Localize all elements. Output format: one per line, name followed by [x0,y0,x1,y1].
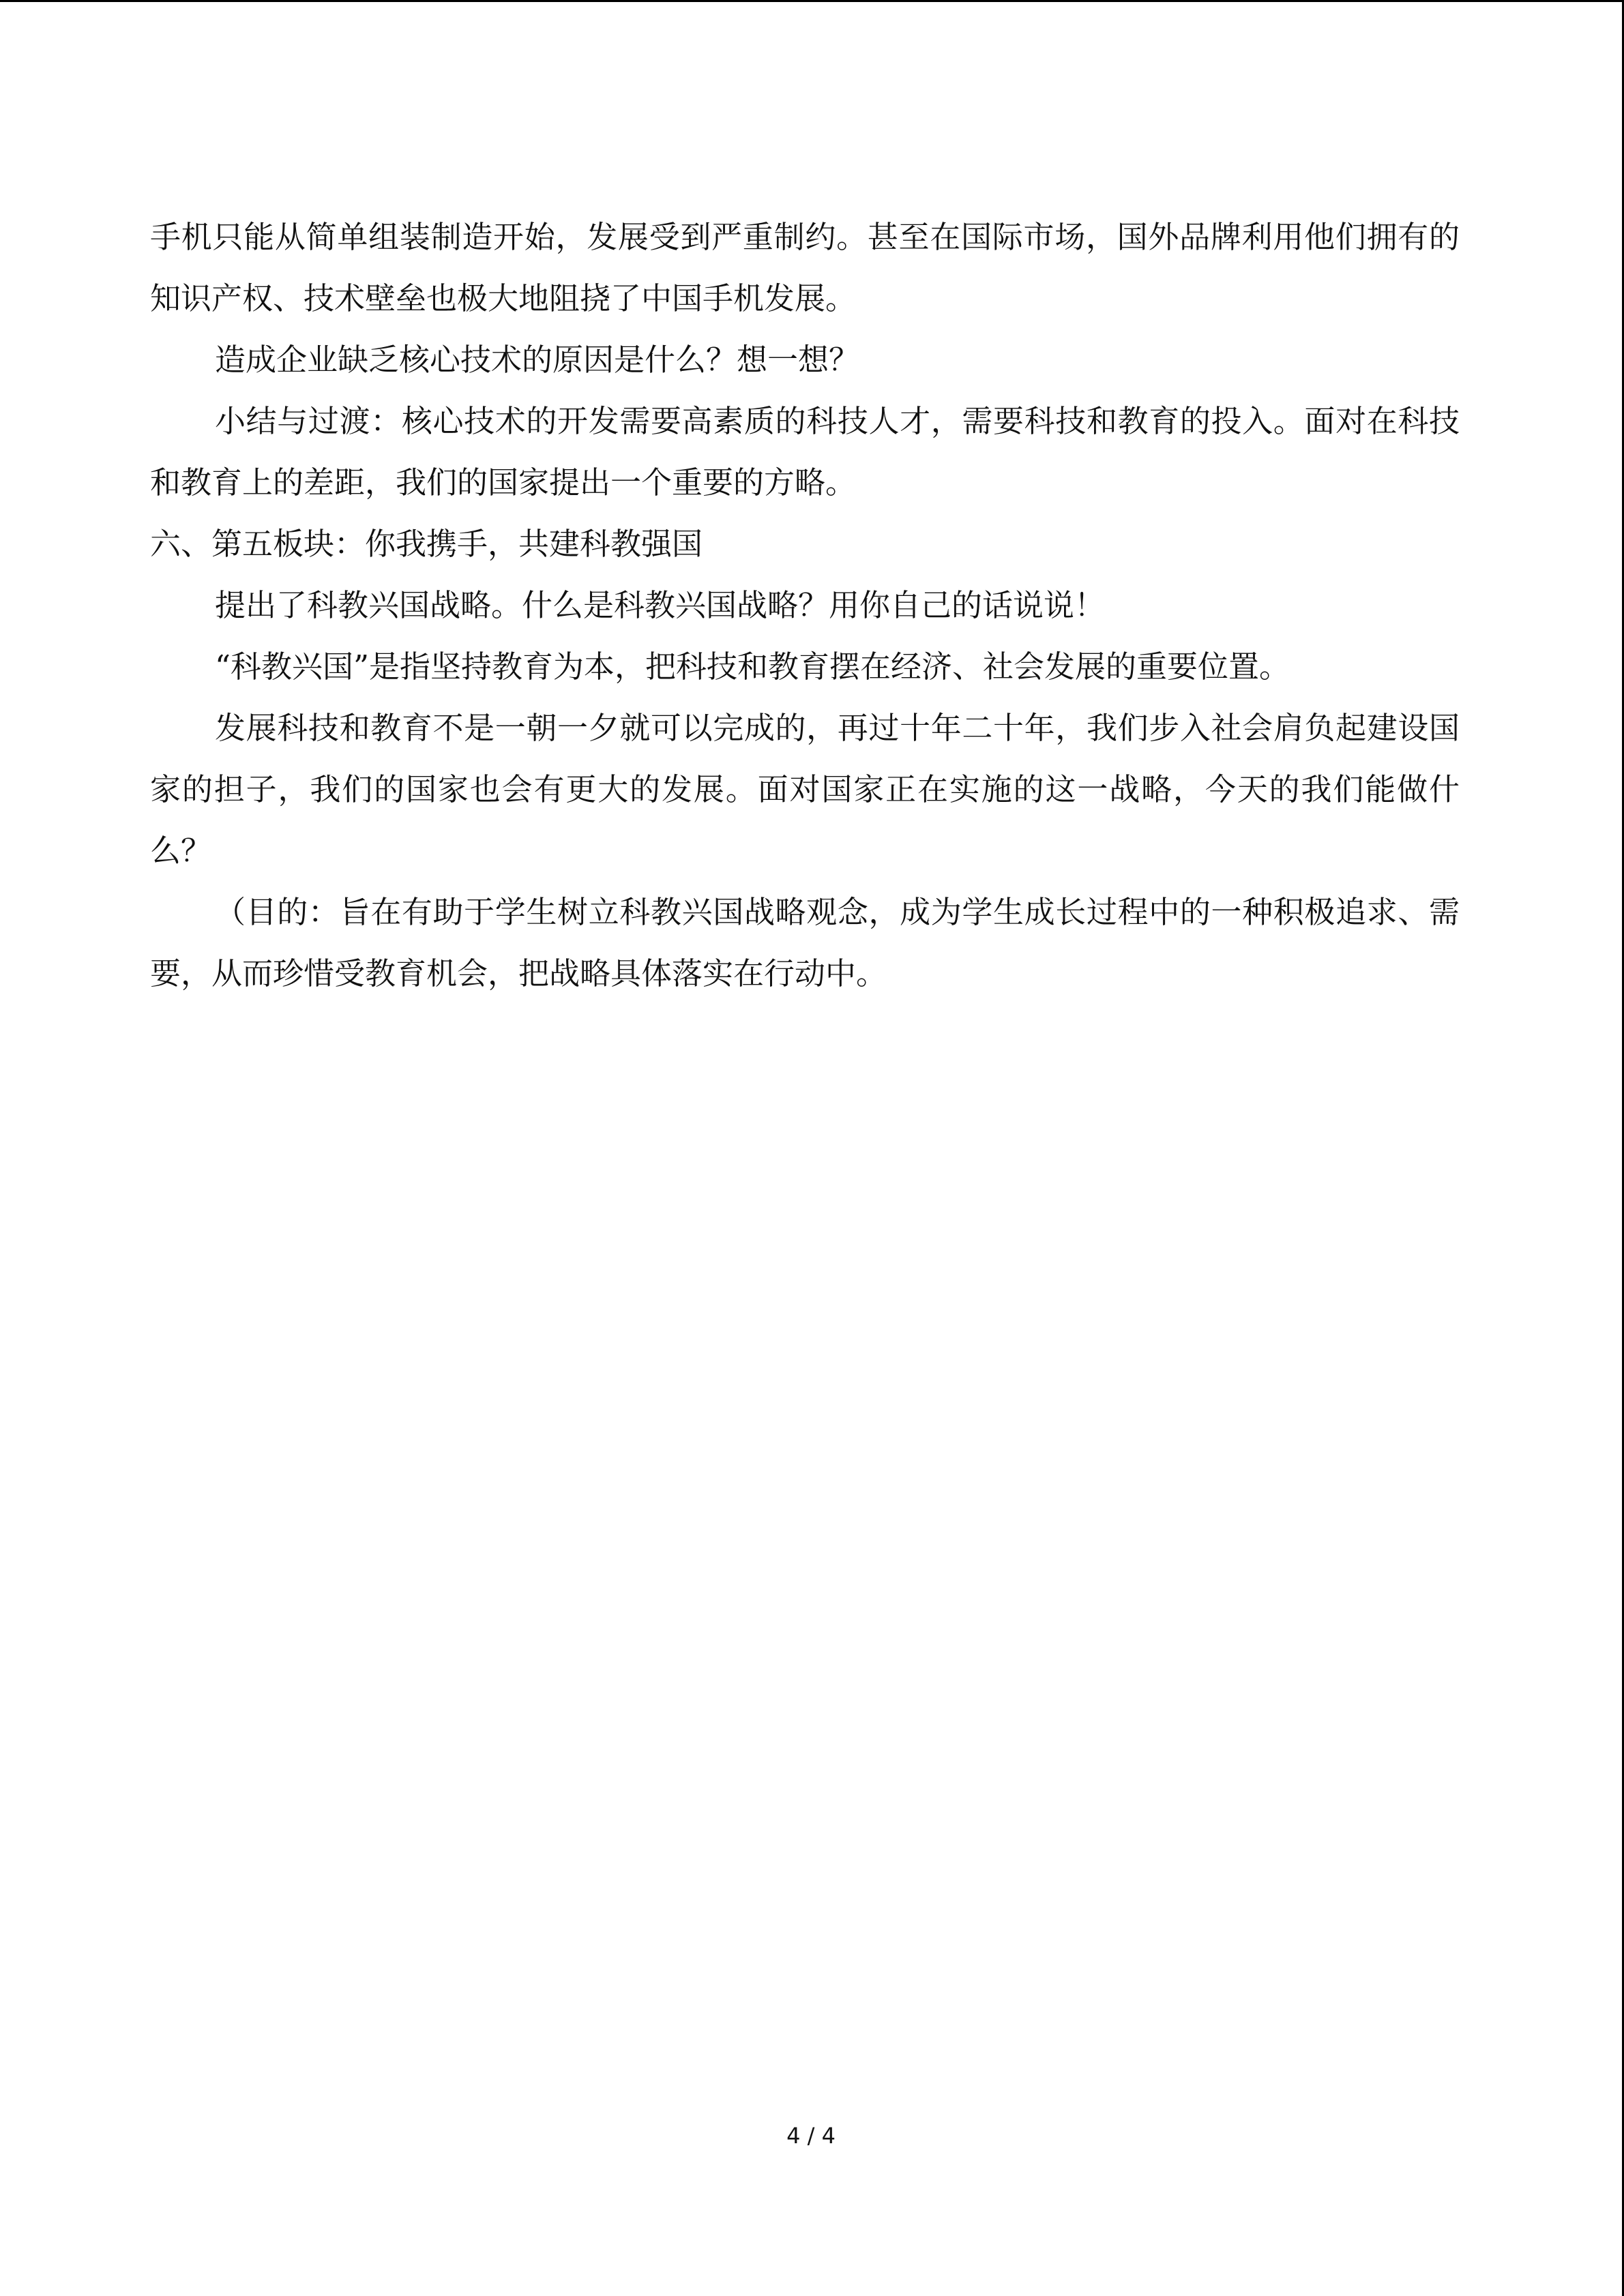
paragraph-purpose: （目的：旨在有助于学生树立科教兴国战略观念，成为学生成长过程中的一种积极追求、需要，从而珍惜受教育机会，把战略具体落实在行动中。 [150,894,1460,992]
paragraph-continuation: 手机只能从简单组装制造开始，发展受到严重制约。甚至在国际市场，国外品牌利用他们拥有的知识产权、技术壁垒也极大地阻挠了中国手机发展。 [150,219,1460,316]
page-number: 4 / 4 [786,2123,836,2149]
paragraph-question: 造成企业缺乏核心技术的原因是什么？想一想？ [215,342,860,378]
document-body [150,207,1460,1004]
section-heading: 六、第五板块：你我携手，共建科教强国 [150,526,703,562]
paragraph-development: 发展科技和教育不是一朝一夕就可以完成的，再过十年二十年，我们步入社会肩负起建设国家的担子，我们的国家也会有更大的发展。面对国家正在实施的这一战略，今天的我们能做什么？ [150,710,1460,869]
paragraph-strategy-definition: “科教兴国”是指坚持教育为本，把科技和教育摆在经济、社会发展的重要位置。 [215,648,1290,685]
paragraph-strategy-prompt: 提出了科教兴国战略。什么是科教兴国战略？用你自己的话说说！ [215,587,1106,623]
paragraph-summary-transition: 小结与过渡：核心技术的开发需要高素质的科技人才，需要科技和教育的投入。面对在科技和教育上的差距，我们的国家提出一个重要的方略。 [150,403,1460,501]
